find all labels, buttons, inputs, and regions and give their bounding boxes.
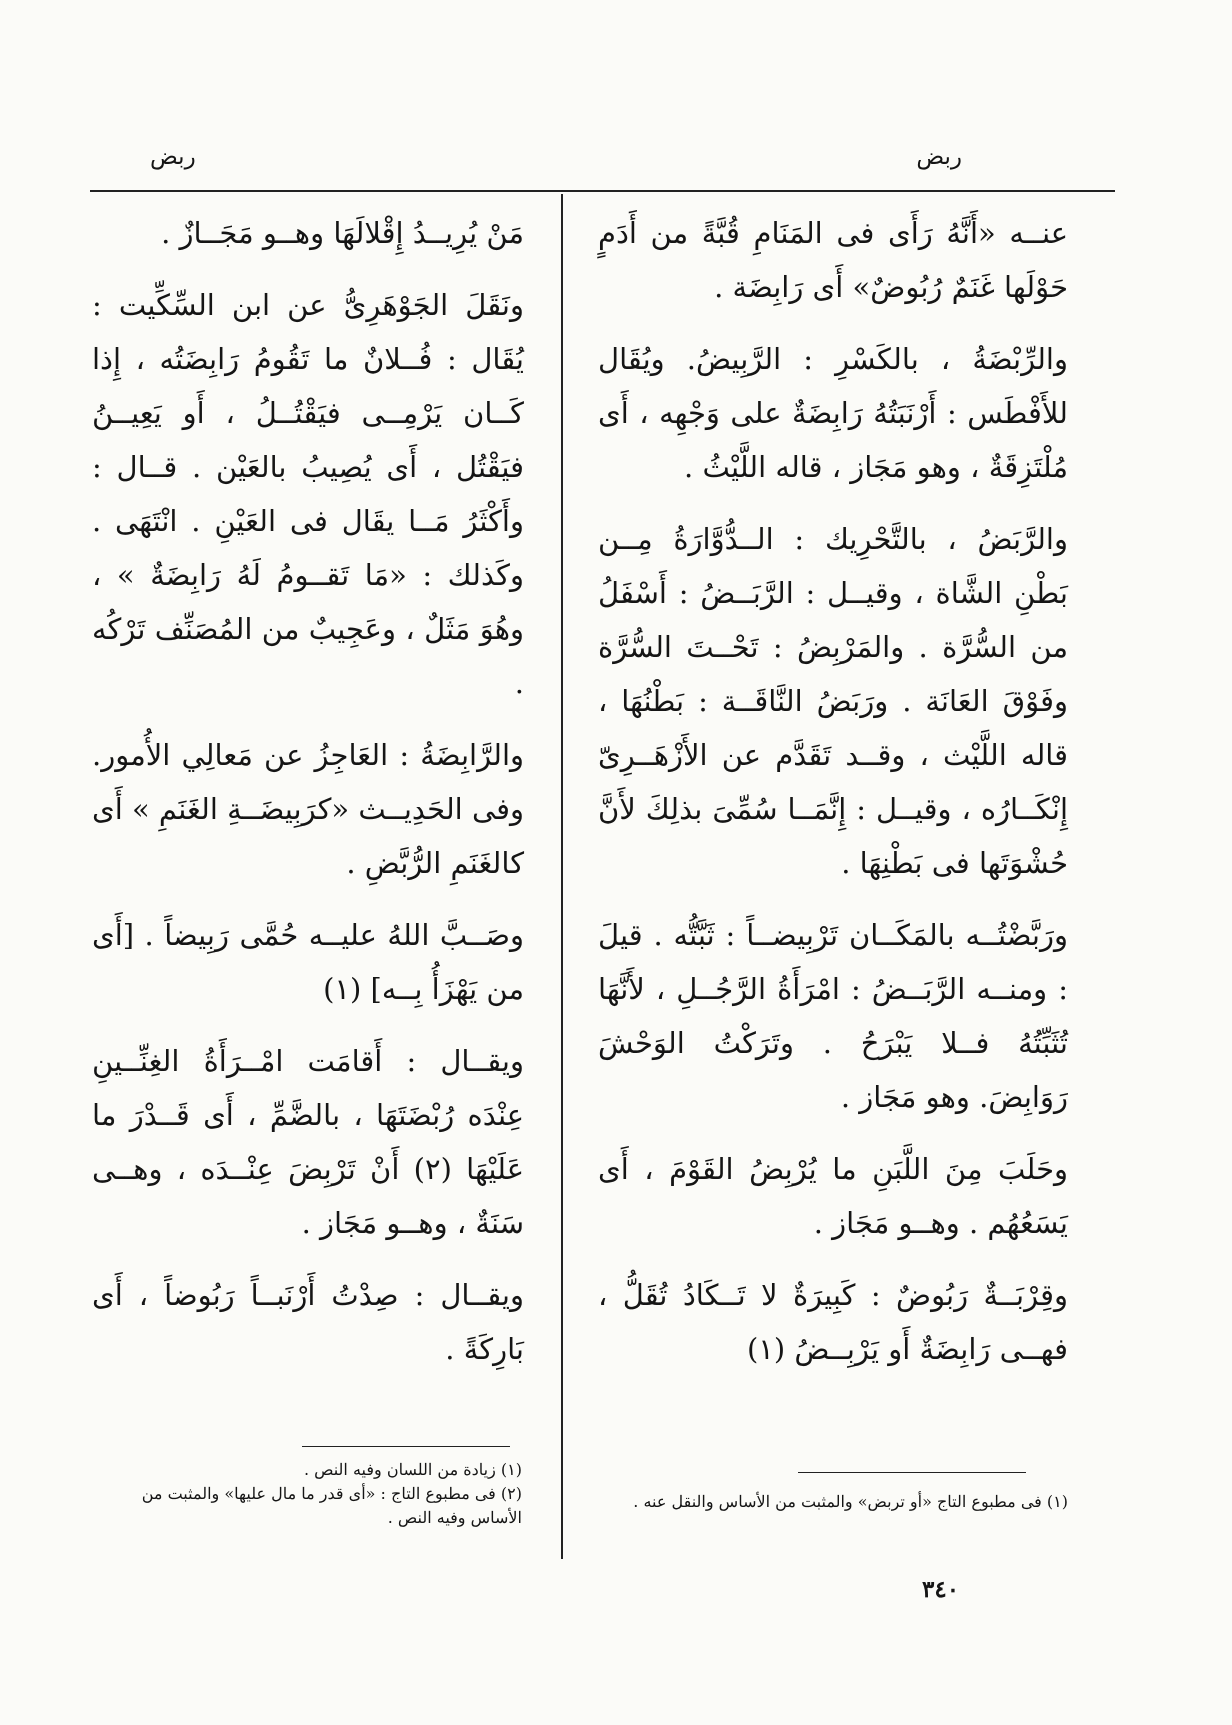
left-paragraph-3: والرَّابِضَةُ : العَاجِزُ عن مَعالِي الأُمور. وفى الحَدِيــث «كرَبِيضَــةِ الغَنَمِ » أَى كالغَنَمِ الرُّبَّضِ . bbox=[92, 738, 524, 880]
page-number: ٣٤٠ bbox=[922, 1576, 960, 1603]
right-paragraph-4: ورَبَّضْتُــه بالمَكَــان تَرْبِيضــاً : ثَبَّتُّه . قيلَ : ومنــه الرَّبَــضُ : امْرَأَةُ الرَّجُــلِ ، لأَنَّهَا تُثَبِّتُهُ فــلا يَبْرَحُ . وتَرَكْتُ الوَحْشَ رَوَابِضَ. وهو مَجَاز . bbox=[598, 918, 1068, 1114]
running-header-left: ربض bbox=[150, 144, 196, 170]
footnote-rule-right bbox=[798, 1472, 1026, 1473]
left-column bbox=[92, 206, 524, 1394]
footnotes-left bbox=[90, 1458, 522, 1530]
left-paragraph-5: ويقــال : أَقامَت امْــرَأَةُ الغِنِّــينِ عِنْدَه رُبْضَتَهَا ، بالضَّمِّ ، أَى قَــدْرَ ما عَلَيْهَا (٢) أَنْ تَرْبِضَ عِنْــدَه ، وهــى سَنَةٌ ، وهــو مَجَاز . bbox=[92, 1044, 525, 1240]
right-paragraph-5: وحَلَبَ مِنَ اللَّبَنِ ما يُرْبِضُ القَوْمَ ، أَى يَسَعُهُم . وهــو مَجَاز . bbox=[598, 1152, 1068, 1240]
left-paragraph-6: ويقــال : صِدْتُ أَرْنَبــاً رَبُوضاً ، أَى بَارِكَةً . bbox=[92, 1278, 524, 1366]
right-paragraph-2: والرِّبْضَةُ ، بالكَسْرِ : الرَّبِيضُ. ويُقَال للأَفْطَس : أَرْنَبَتُهُ رَابِضَةٌ على وَجْهِه ، أَى مُلْتَزِقَةٌ ، وهو مَجَاز ، قاله اللَّيْثُ . bbox=[598, 342, 1068, 484]
footnotes-right bbox=[590, 1490, 1068, 1514]
footnote-right-1: (١) فى مطبوع التاج «أو تربض» والمثبت من الأساس والنقل عنه . bbox=[633, 1492, 1068, 1511]
column-divider bbox=[561, 194, 563, 1559]
left-paragraph-2: ونَقَلَ الجَوْهَرِىُّ عن ابن السِّكِّيت : يُقَال : فُــلانٌ ما تَقُومُ رَابِضَتُه ، إِذا كَــان يَرْمِــى فيَقْتُــلُ ، أَو يَعِيــنُ فيَقْتُل ، أَى يُصِيبُ بالعَيْن . قــال : وأَكْثَرُ مَــا يقَال فى العَيْنِ . انْتَهَى . وكَذلك : «مَا تَقــومُ لَهُ رَابِضَةٌ » ، وهُوَ مَثَلٌ ، وعَجِيبٌ من المُصَنِّف تَرْكُه . bbox=[92, 288, 524, 700]
left-paragraph-1: مَنْ يُرِيــدُ إِقْلالَهَا وهــو مَجَــازٌ . bbox=[161, 216, 524, 250]
right-paragraph-3: والرَّبَضُ ، بالتَّحْرِيك : الــدُّوَّارَةُ مِــن بَطْنِ الشَّاة ، وقيــل : الرَّبَــضُ : أَسْفَلُ من السُّرَّة . والمَرْبِضُ : تَحْــتَ السُّرَّة وفَوْقَ العَانَة . ورَبَضُ النَّاقَــة : بَطْنُهَا ، قاله اللَّيْث ، وقــد تَقَدَّم عن الأَزْهَــرِىّ إِنْكَــارُه ، وقيــل : إِنَّمَــا سُمِّىَ بذلِكَ لأَنَّ حُشْوَتَها فى بَطْنِهَا . bbox=[598, 522, 1068, 880]
left-paragraph-4: وصَــبَّ اللهُ عليــه حُمَّى رَبِيضاً . [أَى من يَهْزَأُ بِــه] (١) bbox=[92, 918, 524, 1006]
header-rule bbox=[90, 190, 1115, 192]
footnote-left-1: (١) زيادة من اللسان وفيه النص . bbox=[303, 1460, 522, 1479]
running-header-right: ربض bbox=[916, 144, 962, 170]
footnote-rule-left bbox=[302, 1446, 510, 1447]
right-column bbox=[598, 206, 1068, 1394]
right-paragraph-1: عنــه «أَنَّهُ رَأَى فى المَنَامِ قُبَّةً من أَدَمٍ حَوْلَها غَنَمٌ رُبُوضٌ» أَى رَابِضَة . bbox=[598, 216, 1068, 304]
right-paragraph-6: وقِرْبَــةٌ رَبُوضٌ : كَبِيرَةٌ لا تَــكَادُ تُقَلُّ ، فهــى رَابِضَةٌ أَو يَرْبِــضُ (١) bbox=[598, 1278, 1068, 1366]
footnote-left-2: (٢) فى مطبوع التاج : «أى قدر ما مال عليها» والمثبت من الأساس وفيه النص . bbox=[141, 1484, 522, 1527]
